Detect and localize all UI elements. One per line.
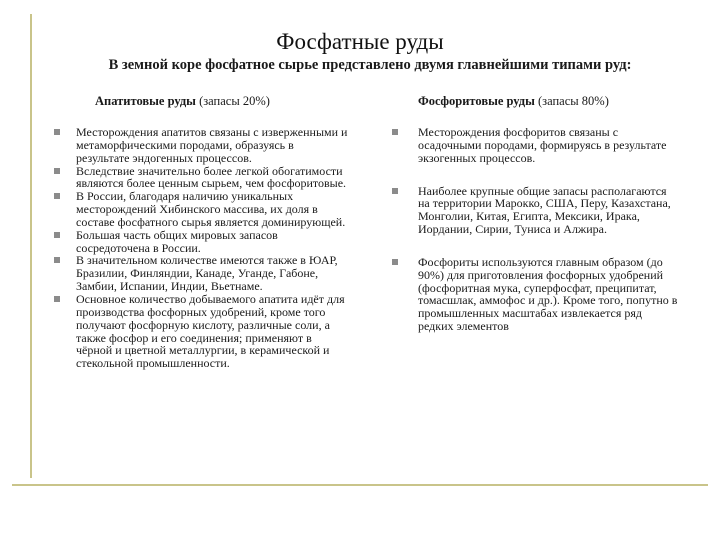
square-bullet-icon — [54, 193, 60, 199]
list-item — [50, 229, 350, 255]
list-item — [50, 254, 350, 293]
square-bullet-icon — [54, 257, 60, 263]
phosphorite-reserves-note: (запасы 80%) — [537, 94, 609, 108]
list-item — [50, 190, 350, 229]
page-title: Фосфатные руды — [276, 29, 444, 54]
phosphorite-heading-label: Фосфоритовые руды — [418, 94, 535, 108]
list-item — [50, 165, 350, 191]
list-item-text: Месторождения апатитов связаны с изверженными и метаморфическими породами, образуясь в результате эндогенных процессов. — [76, 125, 348, 165]
list-item-text: В значительном количестве имеются также в ЮАР, Бразилии, Финляндии, Канаде, Уганде, Габоне, Замбии, Испании, Индии, Вьетнаме. — [76, 253, 338, 294]
list-item-text: Фосфориты используются главным образом (до 90%) для приготовления фосфорных удобрений (фосфоритная мука, суперфосфат, преципитат, томасшлак, аммофос и др.). Кроме того, попутно в промышленных масштабах извлекается ряд редких элементов — [418, 254, 678, 334]
apatite-column-heading — [95, 93, 270, 109]
list-item — [388, 126, 678, 165]
list-item-text: Большая часть общих мировых запасов сосредоточена в России. — [76, 227, 278, 255]
apatite-heading-label: Апатитовые руды — [95, 94, 196, 108]
list-item-text: В России, благодаря наличию уникальных месторождений Хибинского массива, их доля в составе фосфатного сырья является доминирующей. — [76, 189, 346, 229]
square-bullet-icon — [54, 232, 60, 238]
apatite-reserves-note: (запасы 20%) — [199, 94, 270, 108]
list-item — [50, 126, 350, 165]
list-item — [388, 256, 678, 333]
bottom-accent-line — [12, 484, 708, 486]
list-item-text: Месторождения фосфоритов связаны с осадочными породами, формируясь в результате экзогенных процессов. — [418, 125, 667, 165]
list-item-text: Наиболее крупные общие запасы располагаются на территории Марокко, США, Перу, Казахстана, Монголии, Китая, Египта, Мексики, Ирака, Иордании, Сирии, Туниса и Алжира. — [418, 183, 671, 237]
list-item — [50, 293, 350, 370]
phosphorite-list — [388, 126, 678, 333]
list-item — [388, 185, 678, 236]
square-bullet-icon — [392, 259, 398, 265]
left-accent-line — [30, 14, 32, 478]
square-bullet-icon — [54, 129, 60, 135]
square-bullet-icon — [392, 129, 398, 135]
apatite-list — [50, 126, 350, 370]
square-bullet-icon — [392, 188, 398, 194]
list-item-text: Основное количество добываемого апатита идёт для производства фосфорных удобрений, кроме того получают фосфорную кислоту, различные соли, а также фосфор и его соединения; применяют в чёрной и цветной металлургии, в керамической и стекольной промышленности. — [76, 291, 345, 371]
page-subtitle: В земной коре фосфатное сырье представлено двумя главнейшими типами руд: — [108, 57, 632, 73]
square-bullet-icon — [54, 296, 60, 302]
phosphorite-column-heading — [418, 93, 609, 109]
square-bullet-icon — [54, 168, 60, 174]
list-item-text: Вследствие значительно более легкой обогатимости являются более ценным сырьем, чем фосфоритовые. — [76, 163, 347, 191]
